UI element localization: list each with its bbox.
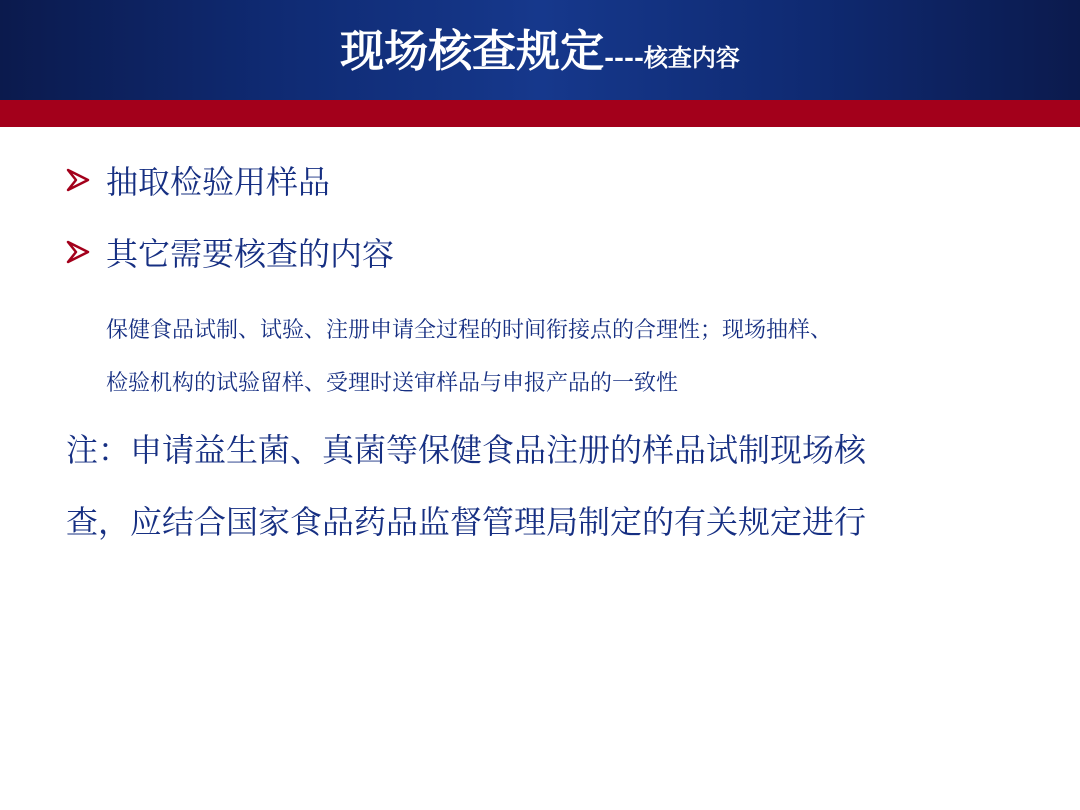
note-line: 注：申请益生菌、真菌等保健食品注册的样品试制现场核 <box>66 431 867 469</box>
arrow-bullet-icon <box>64 238 92 266</box>
bullet-text: 抽取检验用样品 <box>106 163 331 201</box>
bullet-item <box>64 227 394 277</box>
bullet-item <box>64 155 330 205</box>
bullet-text: 其它需要核查的内容 <box>106 235 395 273</box>
title-main: 现场核查规定 <box>340 26 605 77</box>
detail-line: 保健食品试制、试验、注册申请全过程的时间衔接点的合理性；现场抽样、 <box>106 318 833 343</box>
note-line: 查，应结合国家食品药品监督管理局制定的有关规定进行 <box>66 503 867 541</box>
slide-title <box>0 26 1080 87</box>
title-sub: ----核查内容 <box>604 43 740 72</box>
header-red-stripe <box>0 100 1080 127</box>
detail-line: 检验机构的试验留样、受理时送审样品与申报产品的一致性 <box>106 371 679 396</box>
arrow-bullet-icon <box>64 166 92 194</box>
